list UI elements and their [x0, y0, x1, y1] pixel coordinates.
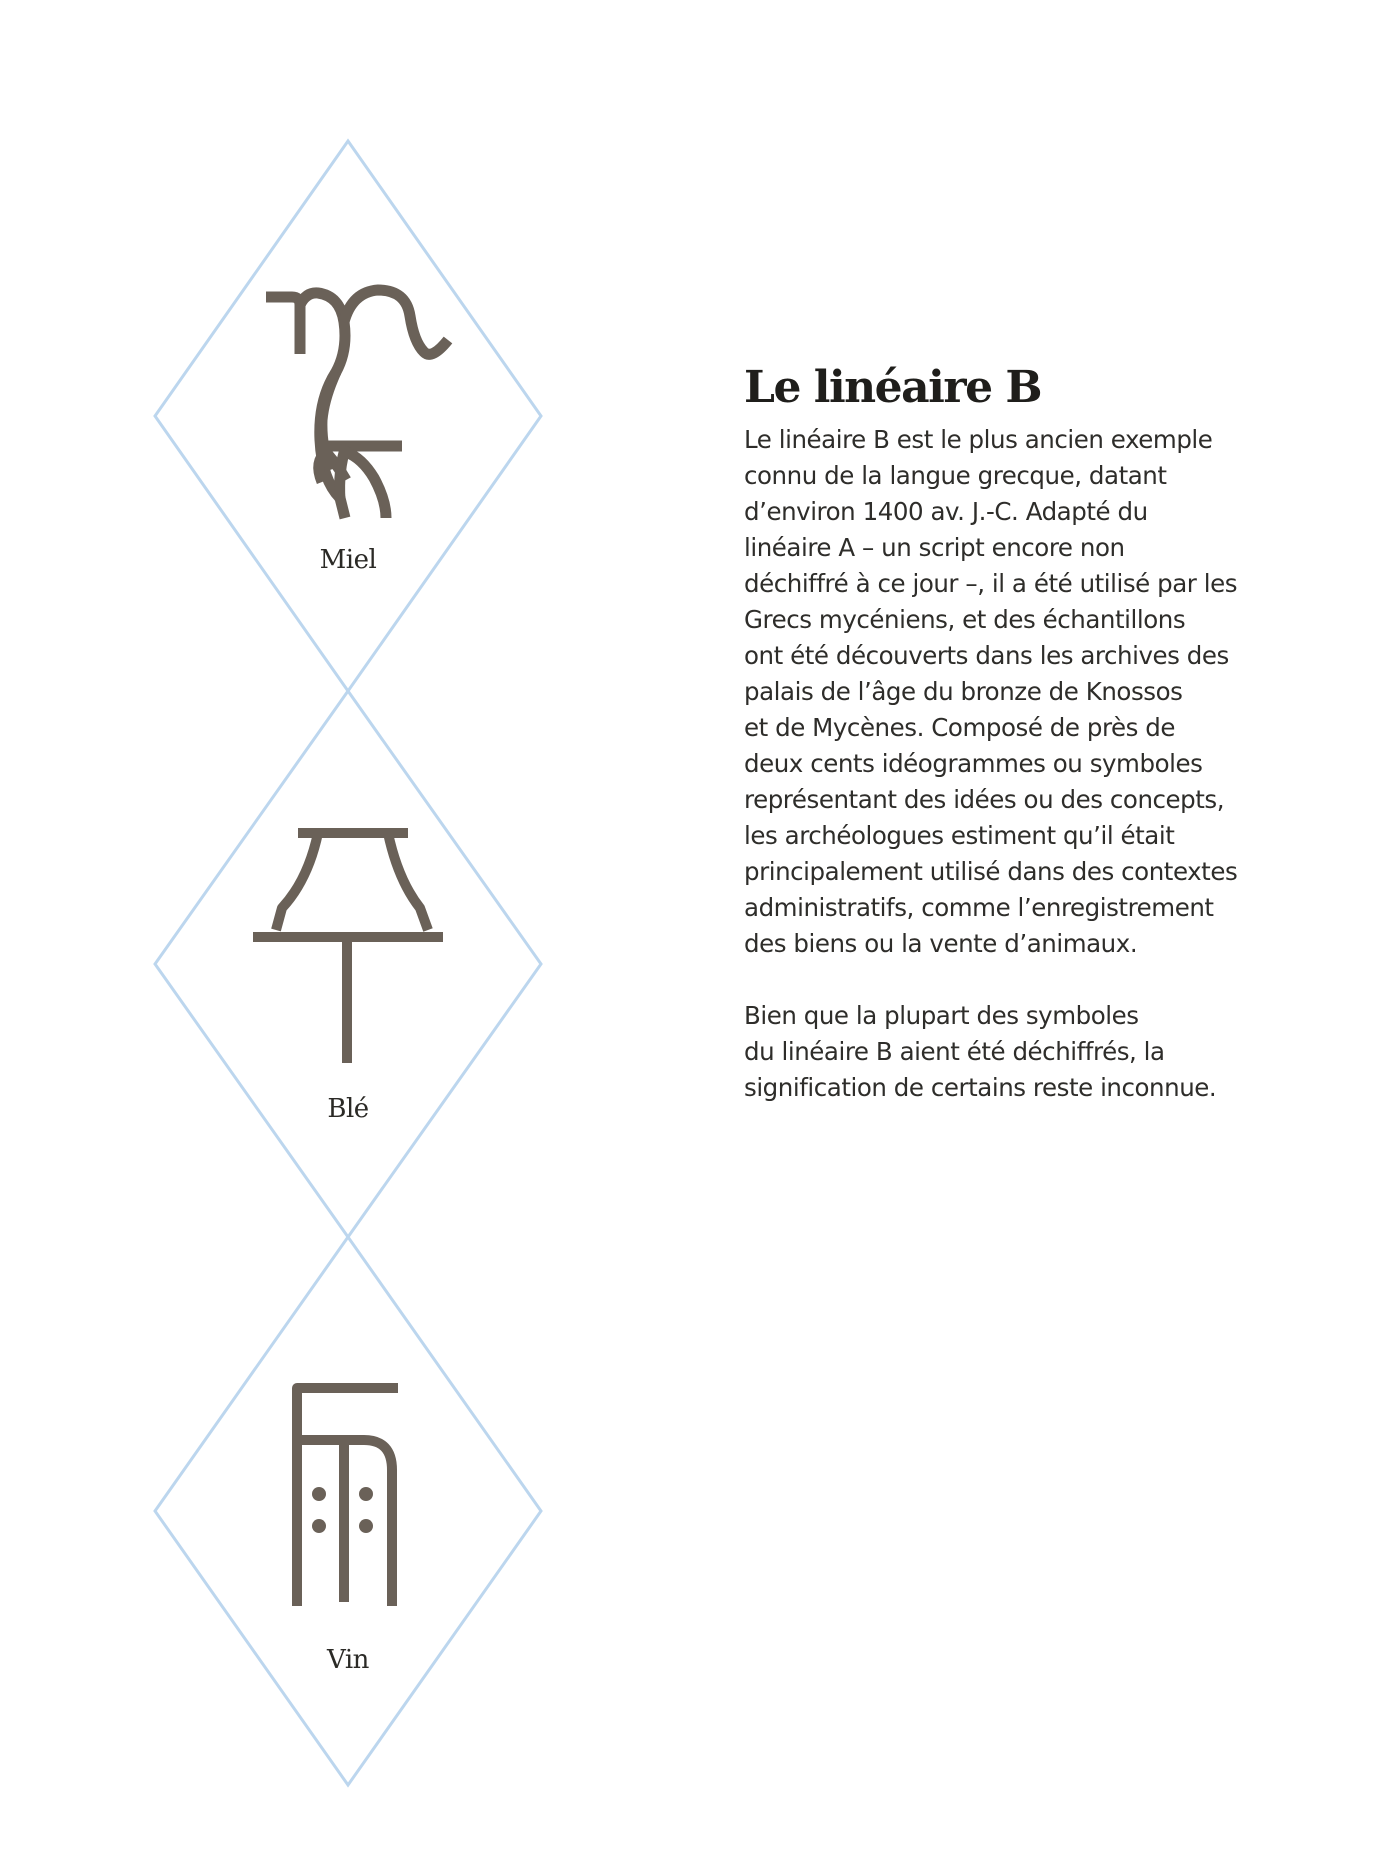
wine-ideogram-icon	[297, 1388, 398, 1606]
glyph-label-wine: Vin	[327, 1645, 369, 1675]
article-paragraph: Bien que la plupart des symboles du linéaire B aient été déchiffrés, la signification de certains reste inconnue.	[744, 1001, 1217, 1103]
article	[744, 364, 1304, 1106]
article-paragraph: Le linéaire B est le plus ancien exemple connu de la langue grecque, datant d’environ 1400 av. J.-C. Adapté du linéaire A – un script encore non déchiffré à ce jour –, il a été utilisé par les Grecs mycéniens, et des échantillons ont été découverts dans les archives des palais de l’âge du bronze de Knossos et de Mycènes. Composé de près de deux cents idéogrammes ou symboles représentant des idées ou des concepts, les archéologues estiment qu’il était principalement utilisé dans des contextes administratifs, comme l’enregistrement des biens ou la vente d’animaux.	[744, 425, 1238, 959]
glyph-label-wheat: Blé	[327, 1094, 369, 1124]
article-title: Le linéaire B	[744, 362, 1042, 413]
diamond-frame-honey	[155, 141, 541, 691]
honey-ideogram-icon	[266, 290, 448, 518]
wheat-ideogram-icon	[253, 833, 443, 1063]
glyph-label-honey: Miel	[319, 545, 377, 575]
